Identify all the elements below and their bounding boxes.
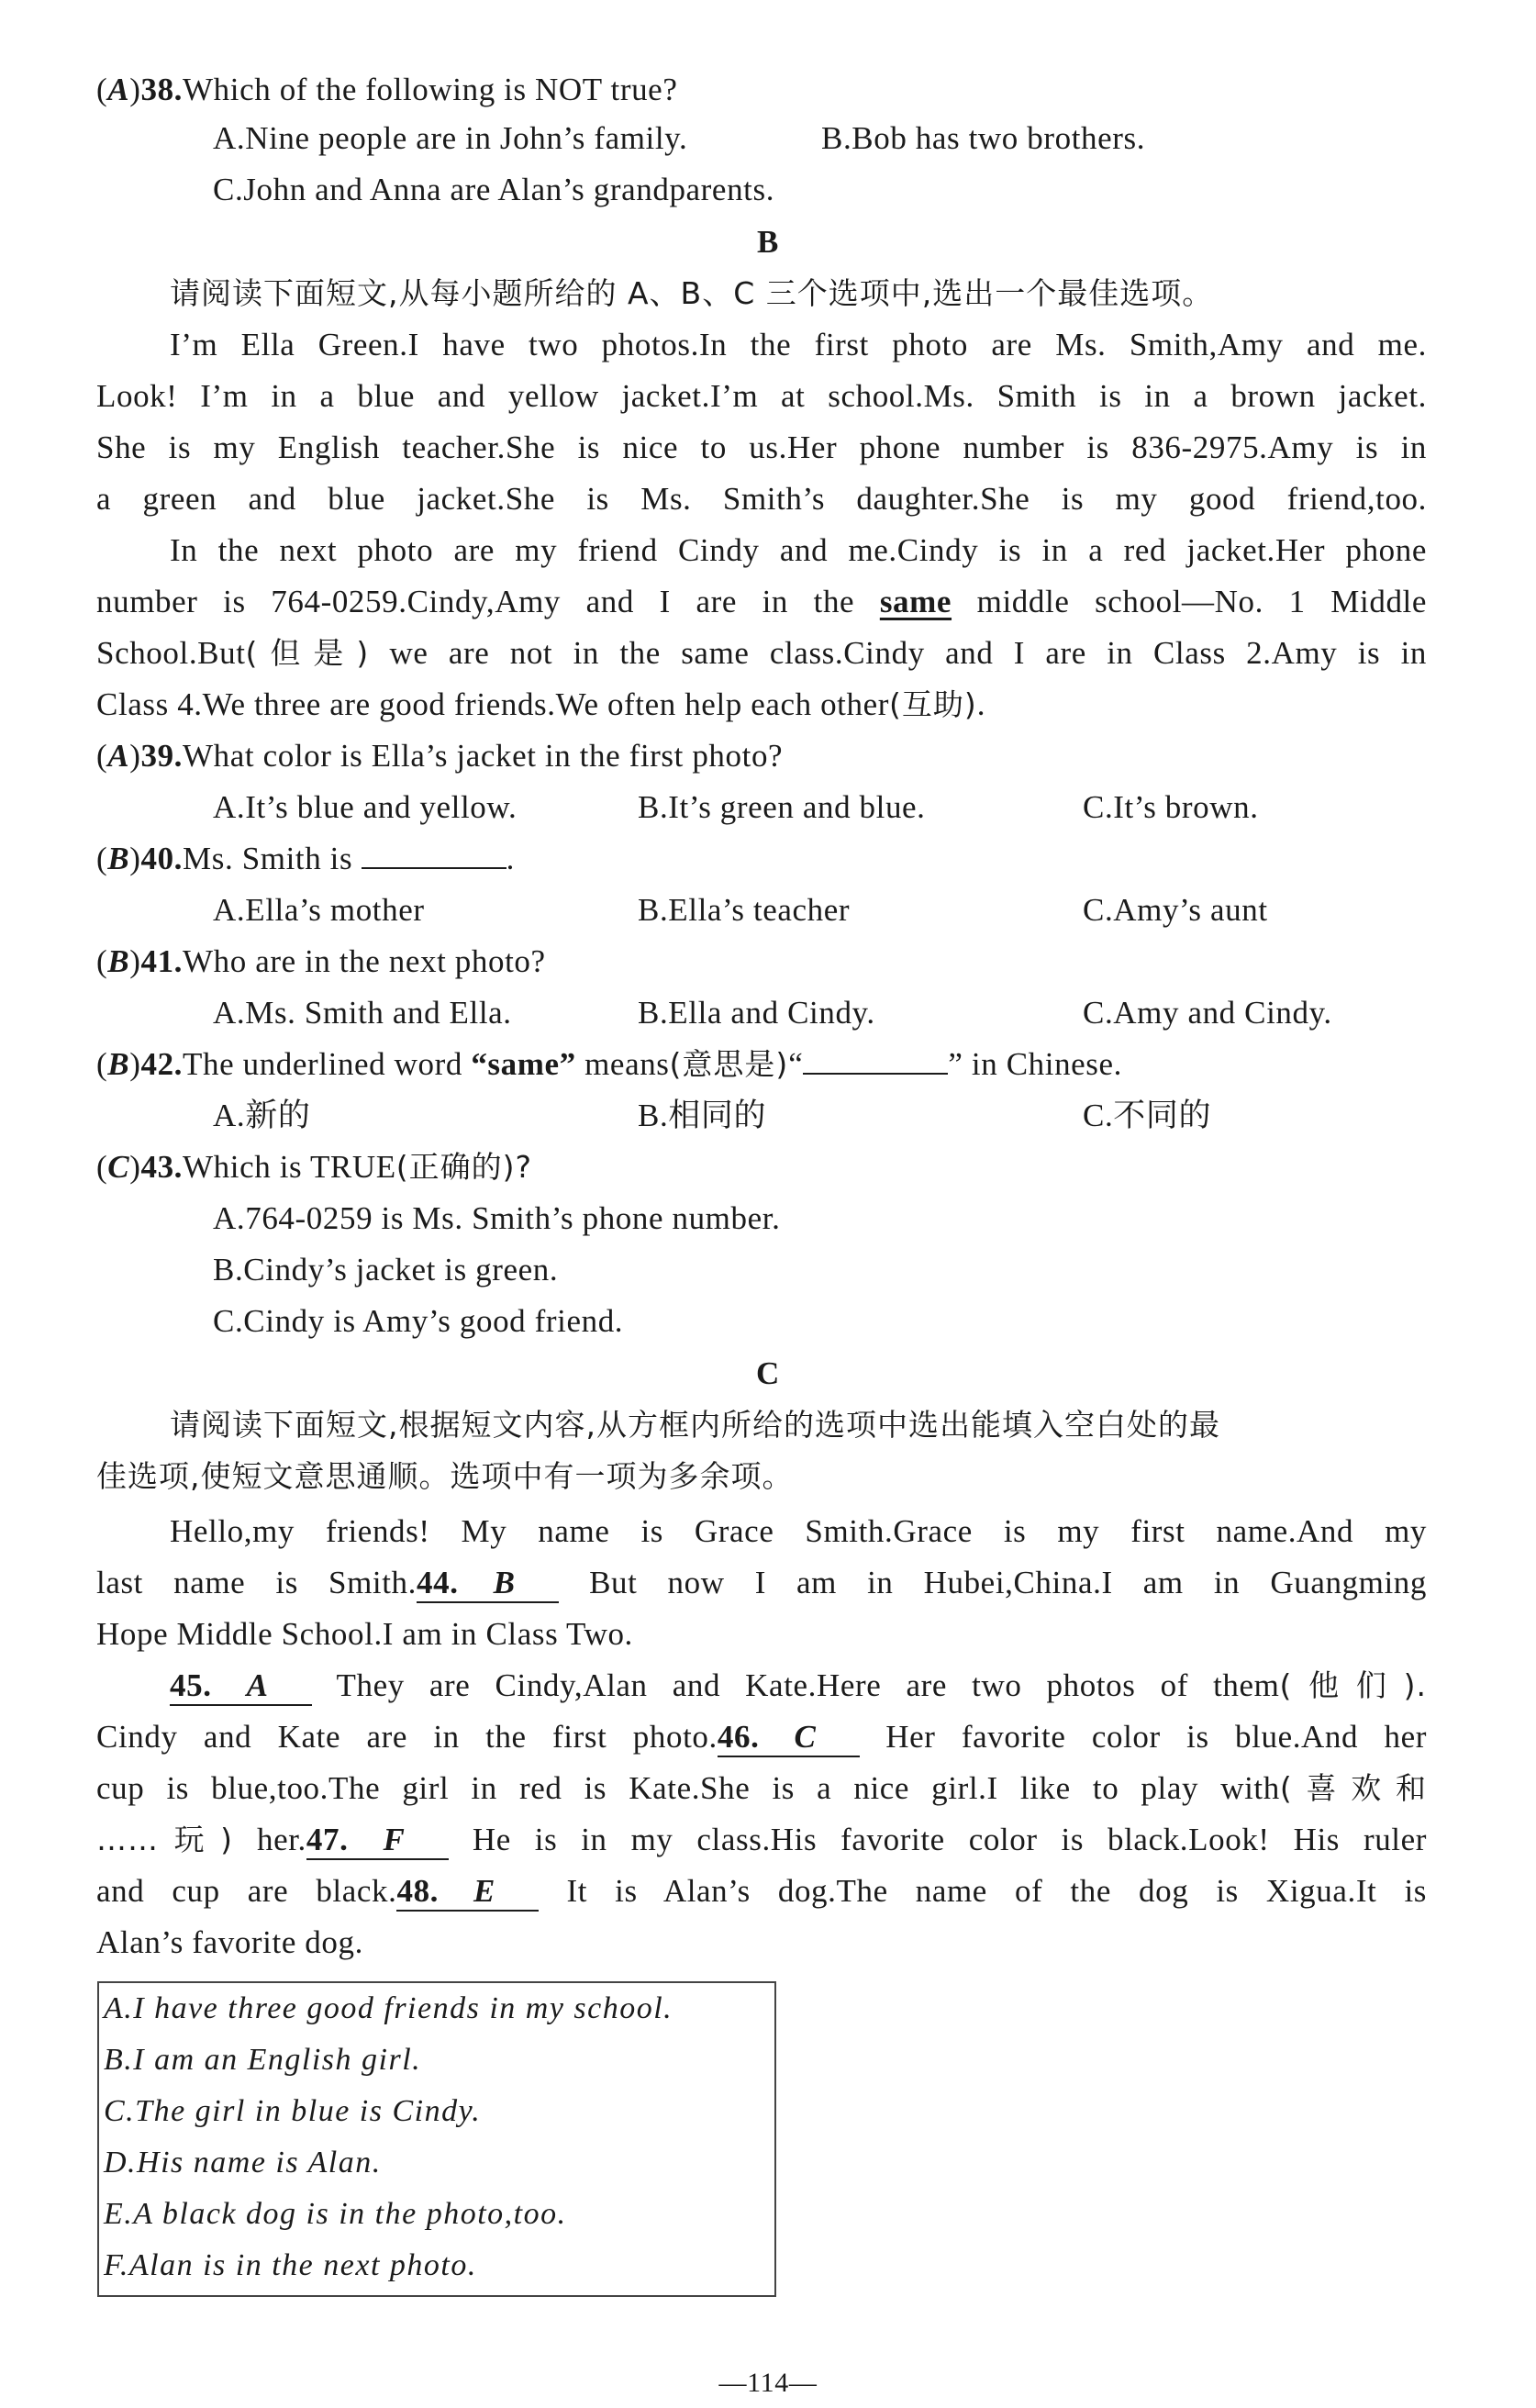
passage-text: last name is Smith. xyxy=(96,1565,417,1600)
chinese-gloss: (喜欢和 xyxy=(1279,1770,1427,1806)
q42-option-b-text: B.相同的 xyxy=(638,1098,767,1133)
q39-option-c: C.It’s brown. xyxy=(1083,789,1259,825)
answer-45: A xyxy=(246,1667,269,1703)
q43-option-a: A.764-0259 is Ms. Smith’s phone number. xyxy=(213,1200,781,1236)
passage-text: He is in my class.His favorite color is black.Look! His ruler xyxy=(472,1822,1428,1857)
passage-text: number is 764-0259.Cindy,Amy and I are in the xyxy=(96,584,855,619)
question-43-stem: Which is TRUE xyxy=(183,1149,396,1185)
quoted-word: “same” xyxy=(471,1046,576,1082)
answer-41: B xyxy=(107,943,130,979)
q39-option-b: B.It’s green and blue. xyxy=(638,789,926,825)
passage-c-line-4 xyxy=(170,1664,1427,1708)
passage-text: her. xyxy=(256,1822,306,1857)
passage-c-line-3: Hope Middle School.I am in Class Two. xyxy=(96,1616,633,1652)
underlined-word-same: same xyxy=(879,584,952,619)
question-42-stem: The underlined word xyxy=(183,1046,462,1082)
q40-option-c: C.Amy’s aunt xyxy=(1083,892,1268,928)
passage-b-p1-line-1: I’m Ella Green.I have two photos.In the first photo are Ms. Smith,Amy and me. xyxy=(170,327,1427,362)
answer-46: C xyxy=(794,1719,817,1755)
question-38: (A)38.Which of the following is NOT true? xyxy=(96,72,678,107)
passage-c-line-6 xyxy=(96,1767,1427,1811)
q38-option-b: B.Bob has two brothers. xyxy=(821,120,1146,156)
q43-option-b: B.Cindy’s jacket is green. xyxy=(213,1252,559,1288)
box-option-f: F.Alan is in the next photo. xyxy=(104,2248,477,2282)
answer-43: C xyxy=(107,1149,130,1185)
question-number-40: 40. xyxy=(140,841,184,876)
question-38-stem: Which of the following is NOT true? xyxy=(183,72,678,107)
answer-39: A xyxy=(107,738,130,774)
q39-option-a: A.It’s blue and yellow. xyxy=(213,789,518,825)
chinese-gloss: (意思是) xyxy=(669,1046,789,1082)
passage-text: Class 4.We three are good friends.We often help each other xyxy=(96,686,889,722)
passage-c-line-8 xyxy=(96,1869,1427,1913)
q42-option-b xyxy=(638,1094,766,1138)
question-42-stem: means xyxy=(584,1046,670,1082)
box-option-d: D.His name is Alan. xyxy=(104,2146,382,2179)
question-number-43: 43. xyxy=(140,1149,184,1185)
answer-47: F xyxy=(383,1822,406,1857)
question-42: (B)42.The underlined word “same” means(意思是)“ ” in Chinese. xyxy=(96,1042,1122,1087)
passage-text: middle school—No. 1 Middle xyxy=(976,584,1428,619)
answer-blank xyxy=(803,1043,948,1075)
q42-option-c xyxy=(1083,1094,1211,1138)
question-number-42: 42. xyxy=(140,1046,184,1082)
q38-option-c: C.John and Anna are Alan’s grandparents. xyxy=(213,172,775,207)
answer-48: E xyxy=(473,1873,495,1909)
question-39: (A)39.What color is Ella’s jacket in the first photo? xyxy=(96,738,784,774)
passage-b-p2-line-3 xyxy=(96,631,1427,675)
q42-option-c-text: C.不同的 xyxy=(1083,1098,1212,1133)
question-40: (B)40.Ms. Smith is . xyxy=(96,837,515,881)
passage-text: It is Alan’s dog.The name of the dog is Xigua.It is xyxy=(566,1873,1427,1909)
passage-b-p1-line-3: She is my English teacher.She is nice to us.Her phone number is 836-2975.Amy is in xyxy=(96,429,1427,465)
passage-c-line-1: Hello,my friends! My name is Grace Smith.Grace is my first name.And my xyxy=(170,1513,1427,1549)
passage-text: cup is blue,too.The girl in red is Kate.She is a nice girl.I like to play with xyxy=(96,1770,1280,1806)
question-40-stem: Ms. Smith is xyxy=(183,841,353,876)
answer-38: A xyxy=(107,72,130,107)
question-number-38: 38. xyxy=(140,72,184,107)
question-number-39: 39. xyxy=(140,738,184,774)
section-c-instruction-line-1: 请阅读下面短文,根据短文内容,从方框内所给的选项中选出能填入空白处的最 xyxy=(170,1407,1220,1443)
q43-option-c: C.Cindy is Amy’s good friend. xyxy=(213,1303,624,1339)
passage-b-p2-line-2 xyxy=(96,580,1427,624)
chinese-gloss: ……玩) xyxy=(96,1822,234,1857)
passage-b-p2-line-1: In the next photo are my friend Cindy and me.Cindy is in a red jacket.Her phone xyxy=(170,532,1427,568)
q41-option-a: A.Ms. Smith and Ella. xyxy=(213,995,512,1031)
passage-text: School.But xyxy=(96,635,246,671)
q38-option-a: A.Nine people are in John’s family. xyxy=(213,120,688,156)
q40-option-b: B.Ella’s teacher xyxy=(638,892,851,928)
passage-c-line-2 xyxy=(96,1561,1427,1605)
chinese-gloss: (正确的)? xyxy=(395,1149,532,1185)
box-option-a: A.I have three good friends in my school. xyxy=(104,1991,673,2025)
question-43: (C)43.Which is TRUE(正确的)? xyxy=(96,1149,532,1185)
box-option-c: C.The girl in blue is Cindy. xyxy=(104,2094,482,2128)
passage-b-p2-line-4 xyxy=(96,683,985,727)
passage-b-p1-line-4: a green and blue jacket.She is Ms. Smith’s daughter.She is my good friend,too. xyxy=(96,481,1427,517)
chinese-gloss: (互助) xyxy=(888,686,977,722)
section-c-heading: C xyxy=(756,1355,780,1391)
passage-c-line-5 xyxy=(96,1715,1427,1759)
question-number-41: 41. xyxy=(140,943,184,979)
section-b-instruction: 请阅读下面短文,从每小题所给的 A、B、C 三个选项中,选出一个最佳选项。 xyxy=(170,275,1214,311)
q40-option-a: A.Ella’s mother xyxy=(213,892,425,928)
answer-44: B xyxy=(493,1565,516,1600)
blank-46 xyxy=(718,1719,860,1757)
section-b-heading: B xyxy=(757,224,779,260)
question-41-stem: Who are in the next photo? xyxy=(183,943,546,979)
answer-42: B xyxy=(107,1046,130,1082)
passage-b-p1-line-2: Look! I’m in a blue and yellow jacket.I’m at school.Ms. Smith is in a brown jacket. xyxy=(96,378,1427,414)
box-option-b: B.I am an English girl. xyxy=(104,2043,422,2077)
chinese-gloss: (他们). xyxy=(1279,1667,1427,1703)
question-39-stem: What color is Ella’s jacket in the first photo? xyxy=(183,738,784,774)
page-number: —114— xyxy=(718,2368,818,2398)
passage-text: Cindy and Kate are in the first photo. xyxy=(96,1719,718,1755)
answer-40: B xyxy=(107,841,130,876)
section-c-instruction-line-2: 佳选项,使短文意思通顺。选项中有一项为多余项。 xyxy=(96,1458,794,1494)
q42-option-a xyxy=(213,1094,310,1138)
blank-44 xyxy=(417,1565,559,1603)
blank-45 xyxy=(170,1667,312,1706)
passage-text: They are Cindy,Alan and Kate.Here are two photos of them xyxy=(336,1667,1280,1703)
blank-number-46: 46. xyxy=(717,1719,760,1755)
chinese-gloss: (但是) xyxy=(245,635,370,671)
q41-option-b: B.Ella and Cindy. xyxy=(638,995,875,1031)
blank-number-44: 44. xyxy=(417,1565,459,1600)
passage-text: and cup are black. xyxy=(96,1873,397,1909)
answer-blank xyxy=(362,838,506,869)
q42-option-a-text: A.新的 xyxy=(213,1098,311,1133)
passage-text: . xyxy=(976,686,986,722)
box-option-e: E.A black dog is in the photo,too. xyxy=(104,2197,567,2231)
options-box xyxy=(97,1981,776,2297)
passage-text: we are not in the same class.Cindy and I are in Class 2.Amy is in xyxy=(389,635,1427,671)
question-41: (B)41.Who are in the next photo? xyxy=(96,943,546,979)
question-42-stem: in Chinese. xyxy=(971,1046,1123,1082)
passage-text: But now I am in Hubei,China.I am in Guangming xyxy=(589,1565,1427,1600)
blank-number-45: 45. xyxy=(170,1667,212,1703)
q41-option-c: C.Amy and Cindy. xyxy=(1083,995,1332,1031)
blank-47 xyxy=(306,1822,449,1860)
blank-48 xyxy=(396,1873,539,1912)
blank-number-48: 48. xyxy=(396,1873,440,1909)
passage-text: Her favorite color is blue.And her xyxy=(885,1719,1427,1755)
passage-c-line-9: Alan’s favorite dog. xyxy=(96,1924,363,1960)
blank-number-47: 47. xyxy=(306,1822,349,1857)
passage-c-line-7 xyxy=(96,1818,1427,1862)
